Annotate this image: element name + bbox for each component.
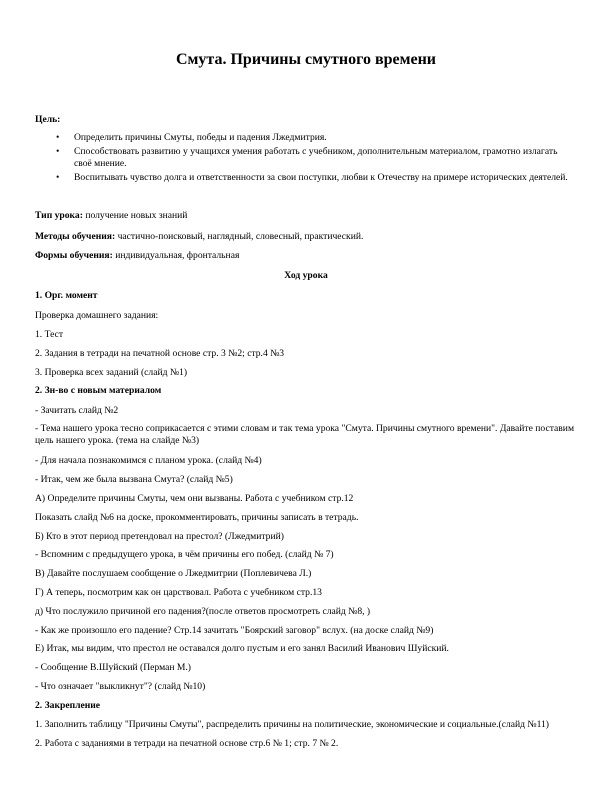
forms-line xyxy=(35,250,580,262)
body-line: Б) Кто в этот период претендовал на престол? (Лжедмитрий) xyxy=(35,531,284,542)
body-line: Проверка домашнего задания: xyxy=(35,310,159,321)
body-line: В) Давайте послушаем сообщение о Лжедмитрии (Поплевичева Л.) xyxy=(35,568,312,579)
lesson-type-label: Тип урока: xyxy=(35,210,83,221)
goal-list xyxy=(56,132,576,186)
body-line: Показать слайд №6 на доске, прокомментировать, причины записать в тетрадь. xyxy=(35,512,359,523)
lesson-type-line xyxy=(35,210,580,222)
body-line: д) Что послужило причиной его падения?(после ответов просмотреть слайд №8, ) xyxy=(35,606,371,617)
goal-label: Цель: xyxy=(35,114,61,125)
course-heading: Ход урока xyxy=(284,270,328,281)
goal-item: • Воспитывать чувство долга и ответственности за свои поступки, любви к Отечеству на примере исторических деятелей. xyxy=(56,172,576,184)
body-line: - Что означает "выкликнут"? (слайд №10) xyxy=(35,681,206,692)
body-line: 2. Задания в тетради на печатной основе стр. 3 №2; стр.4 №3 xyxy=(35,348,285,359)
body-line: 2. Работа с заданиями в тетради на печатной основе стр.6 № 1; стр. 7 № 2. xyxy=(35,738,339,749)
goal-item: • Определить причины Смуты, победы и падения Лжедмитрия. xyxy=(56,132,576,144)
body-line: - Как же произошло его падение? Стр.14 зачитать "Боярский заговор" вслух. (на доске слайд №9) xyxy=(35,625,434,636)
lesson-type-value: получение новых знаний xyxy=(82,210,188,221)
methods-line xyxy=(35,231,580,243)
section-heading-org: 1. Орг. момент xyxy=(35,290,98,301)
body-line: - Вспомним с предыдущего урока, в чём причины его побед. (слайд № 7) xyxy=(35,549,334,560)
body-line: 3. Проверка всех заданий (слайд №1) xyxy=(35,367,188,378)
goal-item: • Способствовать развитию у учащихся умения работать с учебником, дополнительным материалом, грамотно излагать своё мнение. xyxy=(56,146,576,170)
body-line: - Для начала познакомимся с планом урока. (слайд №4) xyxy=(35,455,262,466)
methods-value: частично-поисковый, наглядный, словесный, практический. xyxy=(115,231,364,242)
body-line: Г) А теперь, посмотрим как он царствовал. Работа с учебником стр.13 xyxy=(35,587,322,598)
section-heading-consolidation: 2. Закрепление xyxy=(35,700,101,711)
forms-label: Формы обучения: xyxy=(35,250,113,261)
body-line: - Зачитать слайд №2 xyxy=(35,405,119,416)
body-line: - Итак, чем же была вызвана Смута? (слайд №5) xyxy=(35,474,233,485)
body-line: А) Определите причины Смуты, чем они вызваны. Работа с учебником стр.12 xyxy=(35,493,354,504)
section-heading-new-material: 2. Зн-во с новым материалом xyxy=(35,385,162,396)
methods-label: Методы обучения: xyxy=(35,231,116,242)
body-line: 1. Тест xyxy=(35,329,64,340)
body-line: Е) Итак, мы видим, что престол не оставался долго пустым и его занял Василий Иванович Шуйский. xyxy=(35,643,449,654)
body-paragraph: - Тема нашего урока тесно соприкасается с этими словам и так тема урока "Смута. Причины смутного времени". Давайте поставим цель нашего урока. (тема на слайде №3) xyxy=(35,423,575,446)
forms-value: индивидуальная, фронтальная xyxy=(112,250,240,261)
body-line: 1. Заполнить таблицу "Причины Смуты", распределить причины на политические, экономические и социальные.(слайд №11) xyxy=(35,719,550,730)
page-title: Смута. Причины смутного времени xyxy=(175,51,437,68)
body-line: - Сообщение В.Шуйский (Перман М.) xyxy=(35,662,191,673)
